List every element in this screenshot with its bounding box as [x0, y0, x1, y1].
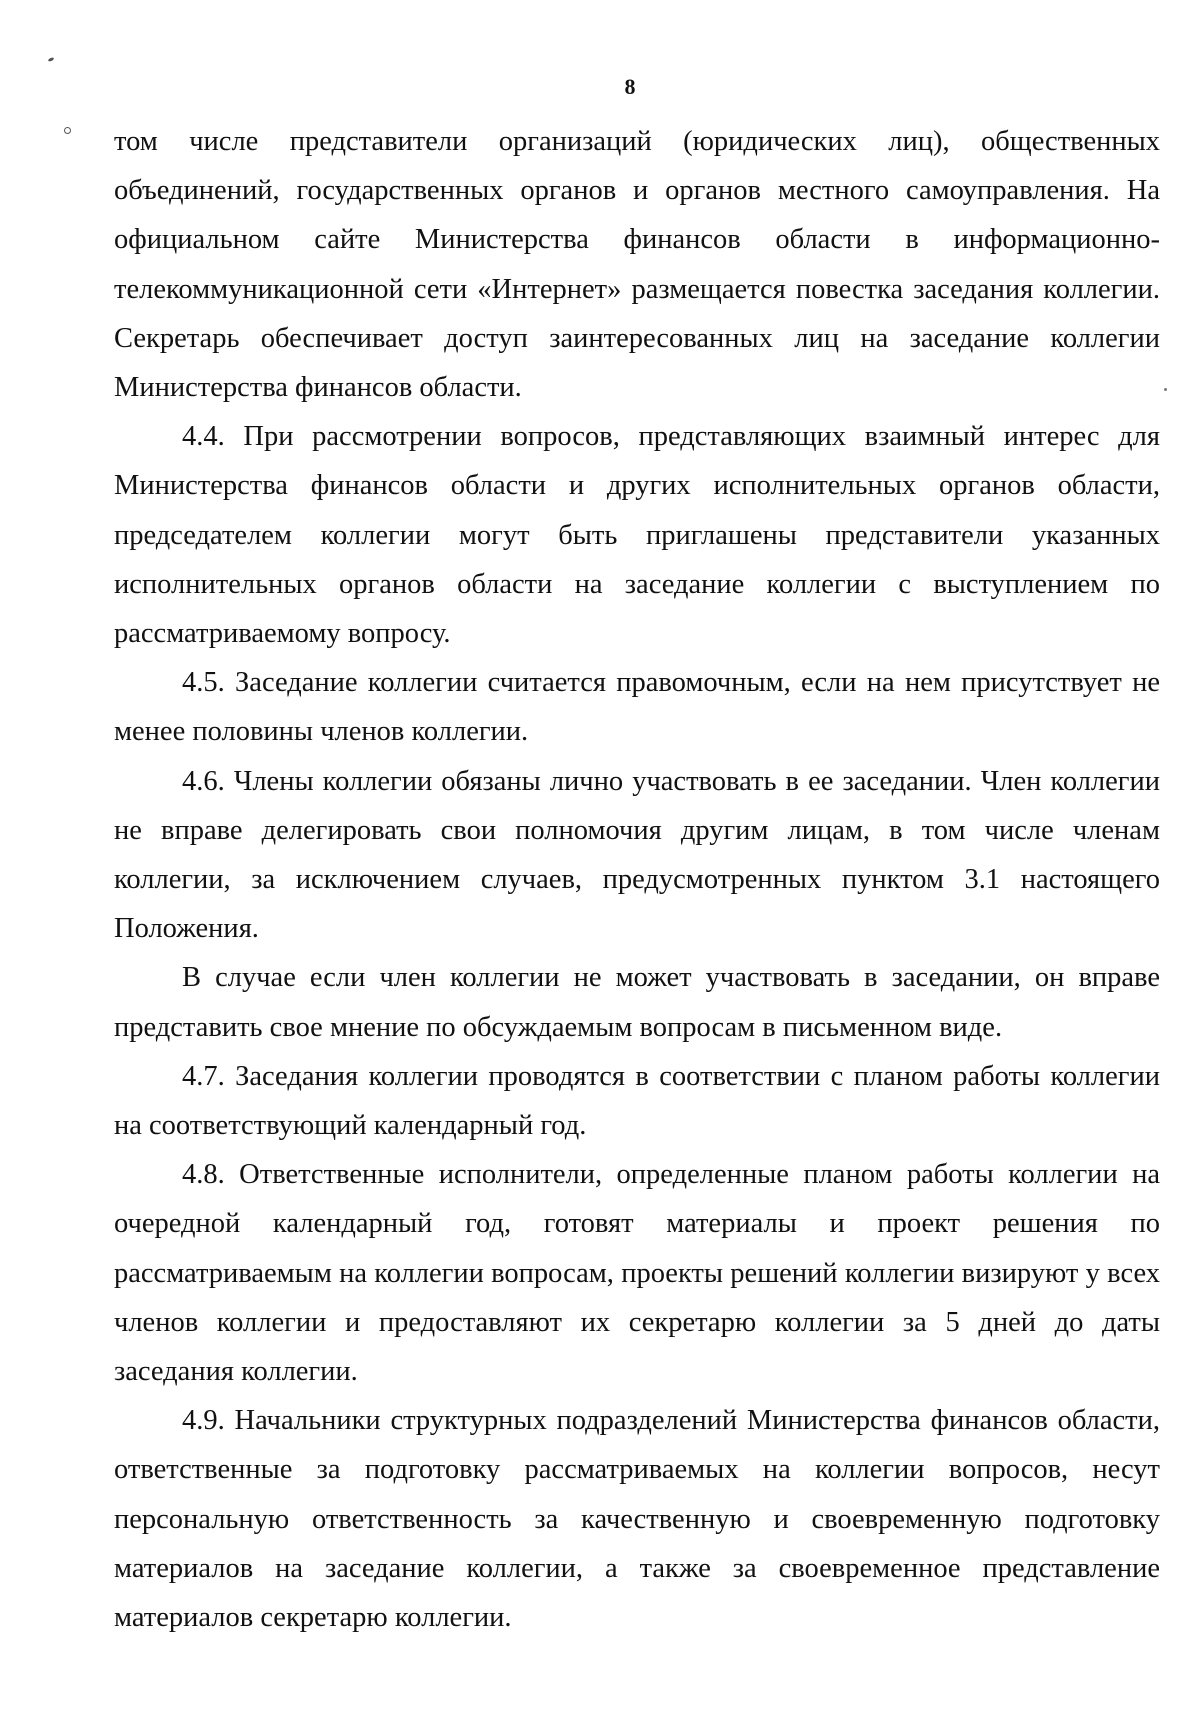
- scan-speck-mark: [48, 57, 55, 62]
- page-number: 8: [624, 74, 636, 99]
- paragraph-4-4: 4.4. При рассмотрении вопросов, представляющих взаимный интерес для Министерства финансов области и других исполнительных органов области, председателем коллегии могут быть приглашены представители указанных исполнительных органов области на заседание коллегии с выступлением по рассматриваемому вопросу.: [114, 421, 1160, 650]
- paragraph-continuation: том числе представители организаций (юридических лиц), общественных объединений, государственных органов и органов местного самоуправления. На официальном сайте Министерства финансов области в информационно-телекоммуникационной сети «Интернет» размещается повестка заседания коллегии. Секретарь обеспечивает доступ заинтересованных лиц на заседание коллегии Министерства финансов области.: [114, 126, 1160, 404]
- scan-speck-mark: [64, 127, 71, 134]
- scan-speck-mark: [1164, 388, 1167, 391]
- paragraph-4-8: 4.8. Ответственные исполнители, определенные планом работы коллегии на очередной календарный год, готовят материалы и проект решения по рассматриваемым на коллегии вопросам, проекты решений коллегии визируют у всех членов коллегии и предоставляют их секретарю коллегии за 5 дней до даты заседания коллегии.: [114, 1159, 1160, 1388]
- paragraph-4-6: 4.6. Члены коллегии обязаны лично участвовать в ее заседании. Член коллегии не вправе делегировать свои полномочия другим лицам, в том числе членам коллегии, за исключением случаев, предусмотренных пунктом 3.1 настоящего Положения.: [114, 765, 1160, 945]
- paragraph-4-7: 4.7. Заседания коллегии проводятся в соответствии с планом работы коллегии на соответствующий календарный год.: [114, 1060, 1160, 1142]
- document-body: [114, 117, 1160, 1642]
- paragraph-4-6-continued: В случае если член коллегии не может участвовать в заседании, он вправе представить свое мнение по обсуждаемым вопросам в письменном виде.: [114, 962, 1160, 1043]
- paragraph-4-5: 4.5. Заседание коллегии считается правомочным, если на нем присутствует не менее половины членов коллегии.: [114, 667, 1160, 748]
- paragraph-4-9: 4.9. Начальники структурных подразделений Министерства финансов области, ответственные за подготовку рассматриваемых на коллегии вопросов, несут персональную ответственность за качественную и своевременную подготовку материалов на заседание коллегии, а также за своевременное представление материалов секретарю коллегии.: [114, 1405, 1160, 1634]
